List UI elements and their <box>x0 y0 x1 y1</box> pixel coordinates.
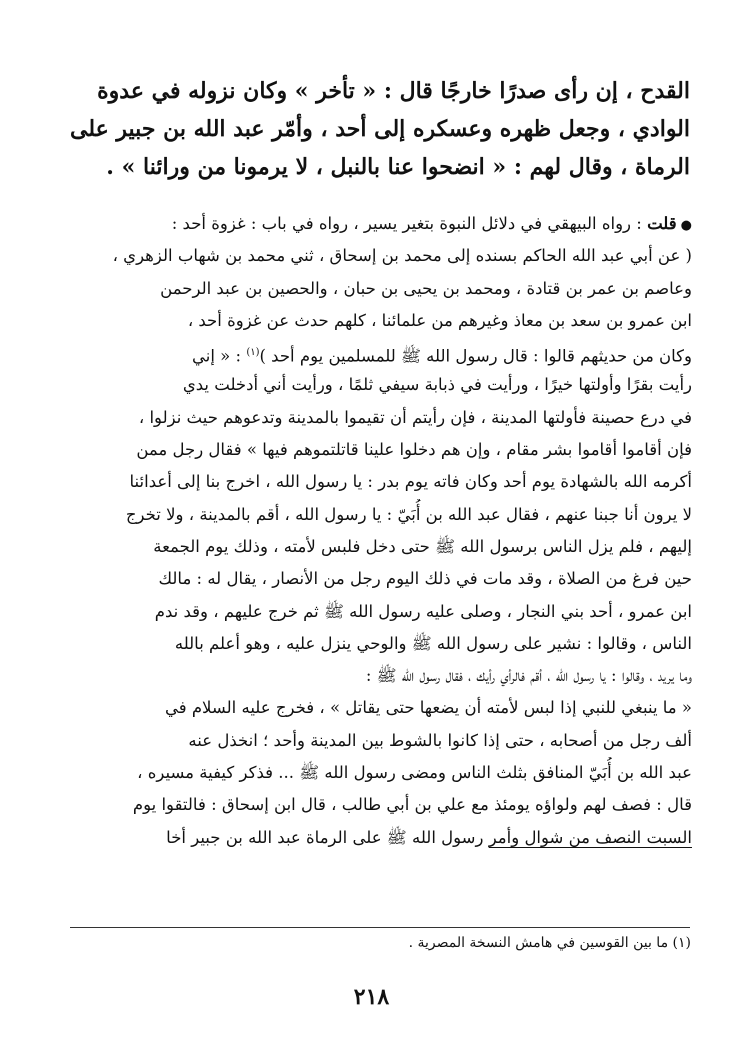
commentary-line: عبد الله بن أُبَيّ المنافق بثلث الناس ومضى رسول الله ﷺ ... فذكر كيفية مسيره ، <box>137 763 692 783</box>
commentary-line: وما يريد ، وقالوا : يا رسول الله ، أقم فالرأي رأيك ، فقال رسول الله ﷺ : <box>365 666 692 686</box>
commentary-line <box>70 337 692 369</box>
main-text-line: الوادي ، وجعل ظهره وعسكره إلى أحد ، وأمّر عبد الله بن جبير على <box>70 116 690 142</box>
commentary-label: قلت <box>647 214 677 233</box>
commentary-line: ( عن أبي عبد الله الحاكم بسنده إلى محمد بن إسحاق ، ثني محمد بن شهاب الزهري ، <box>112 246 692 266</box>
commentary-text: رسول الله ﷺ على الرماة عبد الله بن جبير أخا <box>166 827 484 847</box>
commentary-line: فإن أقاموا أقاموا بشر مقام ، وإن هم دخلوا علينا قاتلتموهم فيها » فقال رجل ممن <box>136 440 692 460</box>
commentary-line: رأيت بقرًا وأولتها خيرًا ، ورأيت في ذبابة سيفي ثلمًا ، ورأيت أني أدخلت يدي <box>182 375 692 395</box>
main-text-block <box>70 72 690 186</box>
footnote-divider <box>70 927 690 928</box>
commentary-line: ابن عمرو بن سعد بن معاذ وغيرهم من علمائنا ، كلهم حدث عن غزوة أحد ، <box>187 310 692 330</box>
footnote-text: ما بين القوسين في هامش النسخة المصرية . <box>408 935 669 951</box>
commentary-block <box>70 208 692 854</box>
commentary-line <box>70 822 692 854</box>
commentary-line: ألف رجل من أصحابه ، حتى إذا كانوا بالشوط بين المدينة وأحد ؛ انخذل عنه <box>188 730 692 750</box>
commentary-line: لا يرون أنا جبنا عنهم ، فقال عبد الله بن أُبَيّ : يا رسول الله ، أقم بالمدينة ، ولا تخرج <box>125 504 692 524</box>
commentary-line: « ما ينبغي للنبي إذا لبس لأمته أن يضعها حتى يقاتل » ، فخرج عليه السلام في <box>164 698 692 718</box>
main-text-line: القدح ، إن رأى صدرًا خارجًا قال : « تأخر » وكان نزوله في عدوة <box>97 78 690 104</box>
commentary-line <box>70 208 692 240</box>
commentary-line: وعاصم بن عمر بن قتادة ، ومحمد بن يحيى بن حبان ، والحصين بن عبد الرحمن <box>160 278 692 298</box>
commentary-line: ابن عمرو ، أحد بني النجار ، وصلى عليه رسول الله ﷺ ثم خرج عليهم ، وقد ندم <box>154 601 692 621</box>
commentary-line: إليهم ، فلم يزل الناس برسول الله ﷺ حتى دخل فلبس لأمته ، وذلك يوم الجمعة <box>153 536 692 556</box>
main-text-line: الرماة ، وقال لهم : « انضحوا عنا بالنبل ، لا يرمونا من ورائنا » . <box>106 154 690 180</box>
underlined-text: السبت النصف من شوال وأمر <box>488 827 692 847</box>
bullet-icon: ● <box>680 218 692 233</box>
commentary-text: : رواه البيهقي في دلائل النبوة بتغير يسير ، رواه في باب : غزوة أحد : <box>171 214 642 233</box>
commentary-text: : « إني <box>191 346 242 366</box>
commentary-line: قال : فصف لهم ولواؤه يومئذ مع علي بن أبي طالب ، قال ابن إسحاق : فالتقوا يوم <box>132 795 692 815</box>
footnote-number: (١) <box>672 935 691 951</box>
footnote <box>71 932 691 954</box>
commentary-line: في درع حصينة فأولتها المدينة ، فإن رأيتم أن تقيموا بالمدينة وتدعوهم حيث نزلوا ، <box>138 407 692 427</box>
commentary-line: حين فرغ من الصلاة ، وقد مات في ذلك اليوم رجل من الأنصار ، يقال له : مالك <box>158 569 692 589</box>
commentary-line: الناس ، وقالوا : نشير على رسول الله ﷺ والوحي ينزل عليه ، وهو أعلم بالله <box>174 633 692 653</box>
commentary-line: أكرمه الله بالشهادة يوم أحد وكان فاته يوم بدر : يا رسول الله ، اخرج بنا إلى أعدائنا <box>129 472 692 492</box>
page-number: ٢١٨ <box>353 984 390 1010</box>
commentary-text: وكان من حديثهم قالوا : قال رسول الله ﷺ للمسلمين يوم أحد ) <box>259 346 692 366</box>
footnote-marker: (١) <box>246 347 260 359</box>
